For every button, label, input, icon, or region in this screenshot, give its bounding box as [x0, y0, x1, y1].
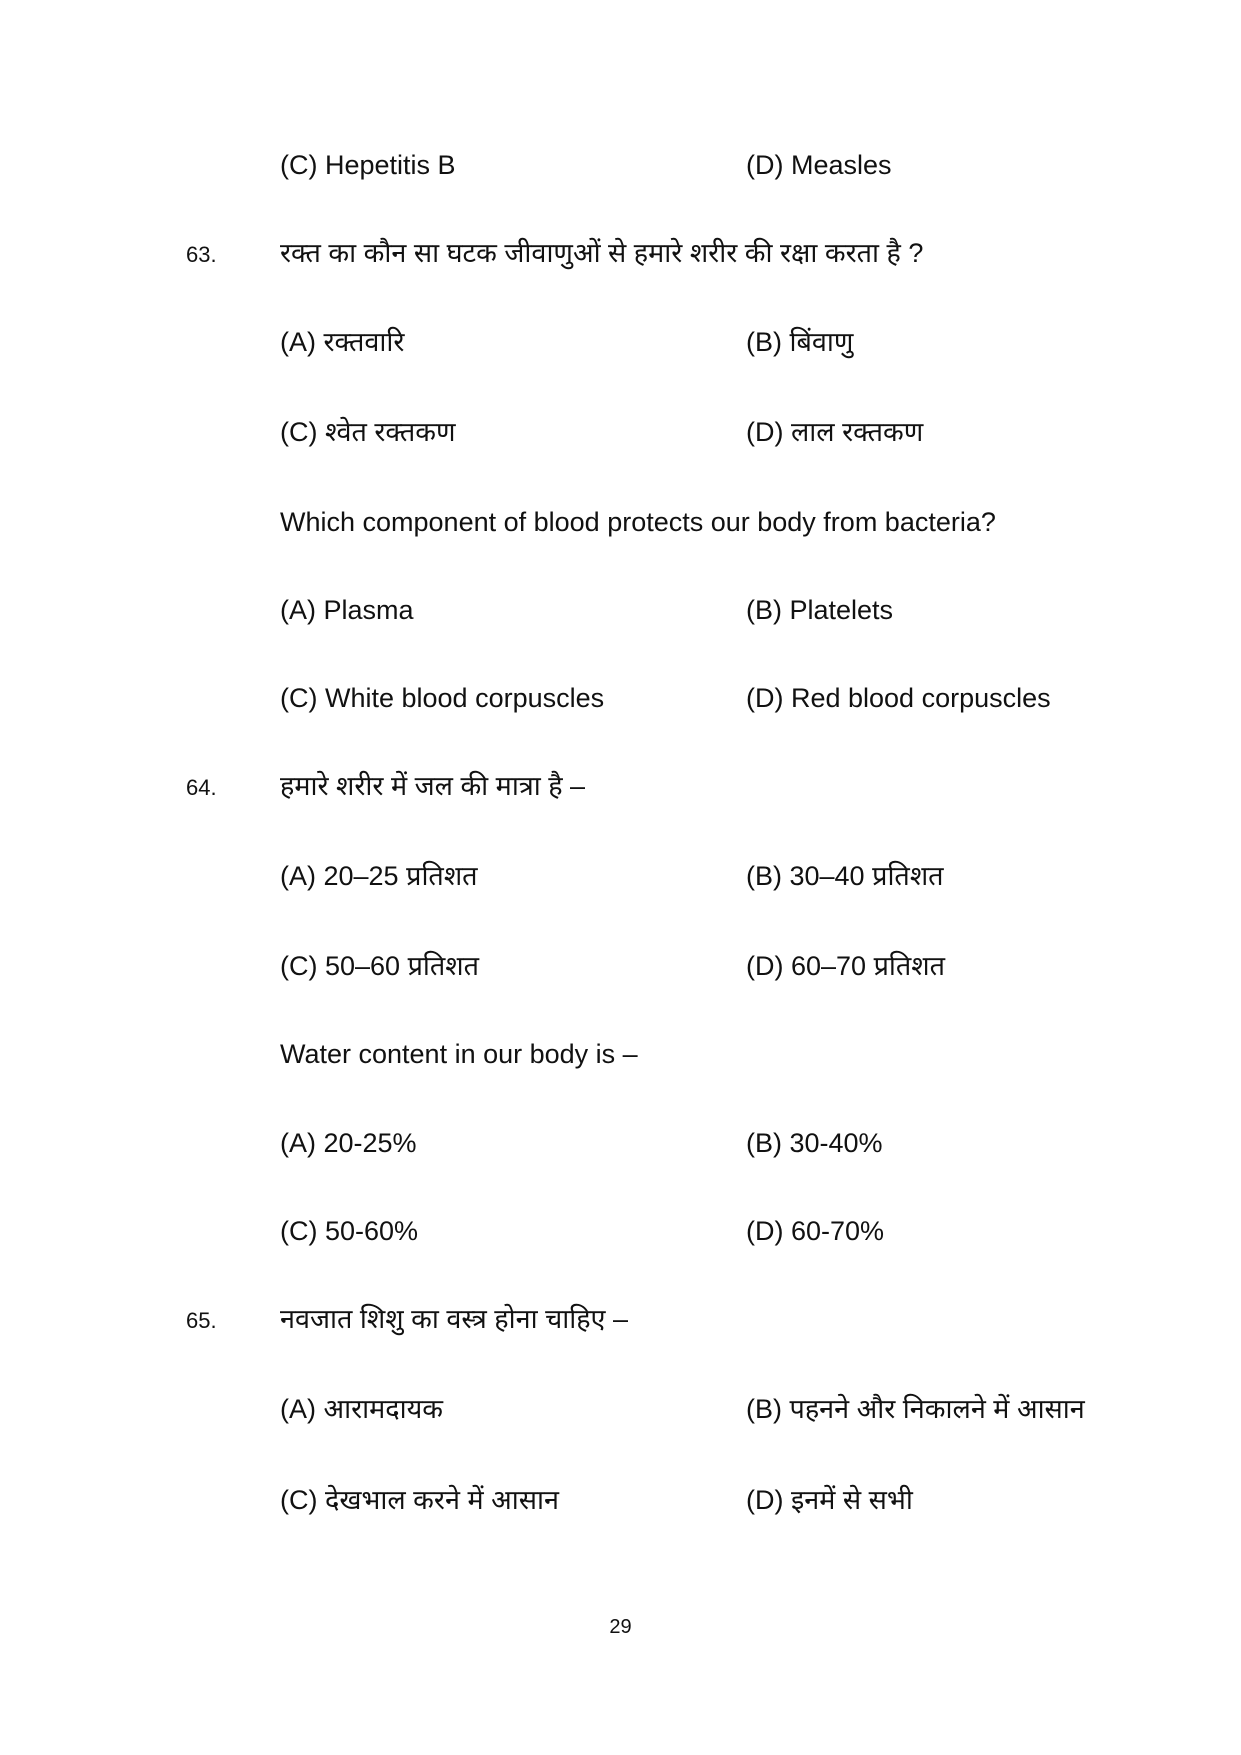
q63-hindi-option-a: (A) रक्तवारि	[280, 327, 405, 357]
q64-hindi-options-cd	[0, 946, 1241, 986]
q62-option-d: (D) Measles	[746, 150, 892, 180]
q64-english-option-b: (B) 30-40%	[746, 1128, 883, 1158]
q65-hindi-options-cd	[0, 1480, 1241, 1520]
question-text: रक्त का कौन सा घटक जीवाणुओं से हमारे शरीर की रक्षा करता है ?	[280, 238, 924, 268]
q63-hindi-options-ab	[0, 322, 1241, 362]
q65-question-hindi	[0, 1299, 1241, 1339]
q63-question-hindi	[0, 233, 1241, 273]
q63-english-options-cd	[0, 678, 1241, 718]
question-number: 64.	[186, 775, 217, 800]
q65-hindi-option-d: (D) इनमें से सभी	[746, 1485, 913, 1515]
question-text: नवजात शिशु का वस्त्र होना चाहिए –	[280, 1304, 629, 1334]
q63-english-option-a: (A) Plasma	[280, 595, 414, 625]
question-text: हमारे शरीर में जल की मात्रा है –	[280, 771, 586, 801]
q64-question-english	[0, 1034, 1241, 1074]
q62-option-c: (C) Hepetitis B	[280, 150, 456, 180]
q63-hindi-option-c: (C) श्वेत रक्तकण	[280, 417, 456, 447]
question-number: 65.	[186, 1308, 217, 1333]
question-number: 63.	[186, 242, 217, 267]
q64-hindi-option-a: (A) 20–25 प्रतिशत	[280, 861, 478, 891]
q65-hindi-option-b: (B) पहनने और निकालने में आसान	[746, 1394, 1085, 1424]
q63-english-option-c: (C) White blood corpuscles	[280, 683, 605, 713]
q64-hindi-options-ab	[0, 856, 1241, 896]
q63-question-english	[0, 502, 1241, 542]
q64-english-option-d: (D) 60-70%	[746, 1216, 885, 1246]
question-text: Water content in our body is –	[280, 1039, 638, 1069]
q63-english-option-b: (B) Platelets	[746, 595, 894, 625]
q64-english-options-cd	[0, 1211, 1241, 1251]
q64-hindi-option-d: (D) 60–70 प्रतिशत	[746, 951, 946, 981]
q63-hindi-option-d: (D) लाल रक्तकण	[746, 417, 924, 447]
q64-question-hindi	[0, 766, 1241, 806]
q64-english-option-c: (C) 50-60%	[280, 1216, 419, 1246]
q64-english-options-ab	[0, 1123, 1241, 1163]
q64-hindi-option-b: (B) 30–40 प्रतिशत	[746, 861, 944, 891]
q63-english-options-ab	[0, 590, 1241, 630]
q63-hindi-options-cd	[0, 412, 1241, 452]
q64-english-option-a: (A) 20-25%	[280, 1128, 417, 1158]
q63-english-option-d: (D) Red blood corpuscles	[746, 683, 1051, 713]
q62-options-row-cd	[0, 145, 1241, 185]
q65-hindi-options-ab	[0, 1389, 1241, 1429]
q65-hindi-option-c: (C) देखभाल करने में आसान	[280, 1485, 559, 1515]
question-text: Which component of blood protects our body from bacteria?	[280, 507, 996, 537]
q64-hindi-option-c: (C) 50–60 प्रतिशत	[280, 951, 480, 981]
q63-hindi-option-b: (B) बिंवाणु	[746, 327, 854, 357]
q65-hindi-option-a: (A) आरामदायक	[280, 1394, 443, 1424]
page-number: 29	[609, 1616, 632, 1638]
